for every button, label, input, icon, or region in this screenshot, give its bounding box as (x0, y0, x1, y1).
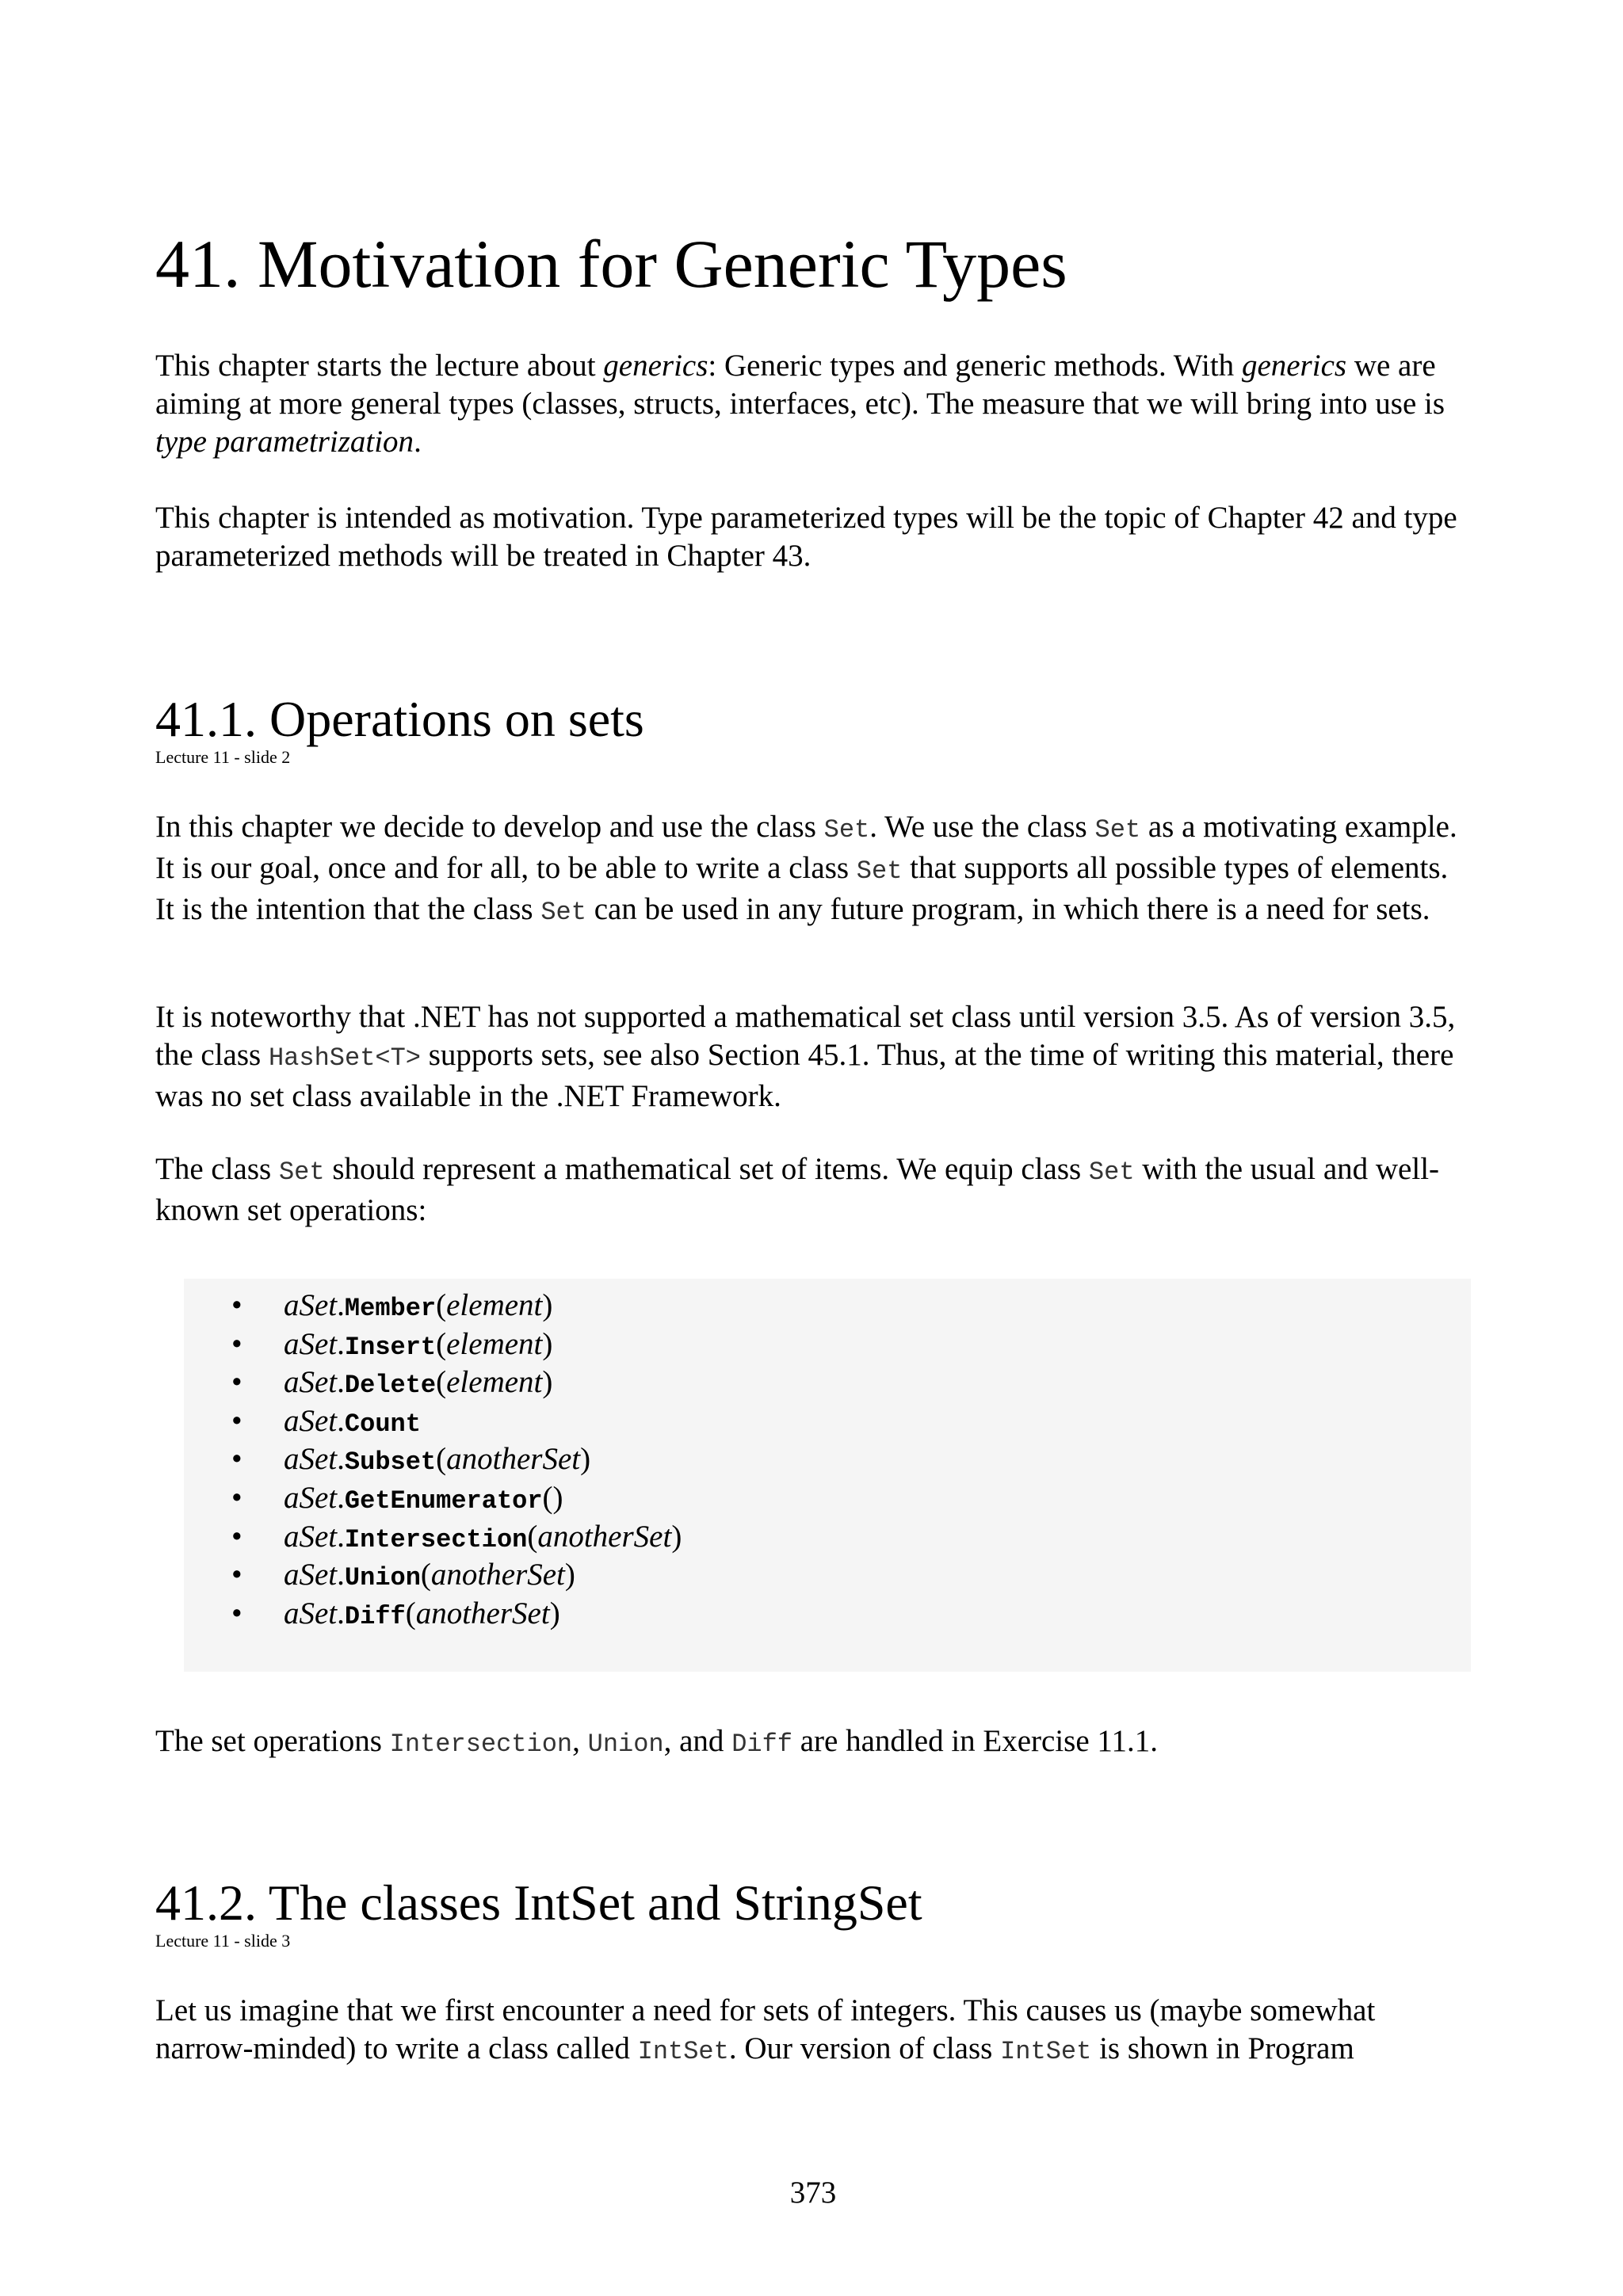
text-run: , (572, 1724, 588, 1758)
operation-method-name: GetEnumerator (344, 1486, 543, 1516)
set-operation-signature (284, 1402, 421, 1444)
text-run: are handled in Exercise 11.1. (792, 1724, 1158, 1758)
operation-method-name: Diff (344, 1601, 406, 1631)
operation-open-paren: ( (436, 1442, 447, 1477)
operation-open-paren: ( (527, 1519, 538, 1554)
code-set: Set (1088, 1158, 1135, 1187)
operation-method-name: Subset (344, 1447, 437, 1478)
bullet: • (231, 1481, 242, 1515)
set-operation-signature (284, 1287, 552, 1328)
emphasis-generics: generics (603, 349, 708, 383)
operation-open-paren: ( (405, 1596, 416, 1630)
set-operations-box (184, 1279, 1471, 1672)
bullet: • (231, 1403, 242, 1438)
operation-close-paren: ) (542, 1288, 553, 1322)
document-page (155, 0, 1471, 2296)
code-set: Set (1094, 815, 1141, 845)
operation-method-name: Delete (344, 1371, 437, 1401)
emphasis-generics: generics (1241, 349, 1347, 383)
bullet: • (231, 1288, 242, 1322)
text-run: can be used in any future program, in which there is a need for sets. (586, 892, 1430, 926)
operation-object: aSet (284, 1442, 338, 1477)
text-run: as a motivating example. It is our goal, once and for all, to be able to write a class (155, 810, 1457, 885)
code-hashset: HashSet<T> (268, 1043, 421, 1073)
operation-close-paren: ) (580, 1442, 591, 1477)
operation-close-paren: ) (564, 1558, 575, 1592)
text-run: This chapter starts the lecture about (155, 349, 604, 383)
slide-reference: Lecture 11 - slide 3 (155, 1931, 291, 1951)
bullet: • (231, 1442, 242, 1477)
operation-open-paren: ( (542, 1481, 553, 1515)
operation-open-paren: ( (436, 1326, 447, 1361)
code-intersection: Intersection (389, 1730, 573, 1759)
code-intset: IntSet (637, 2037, 729, 2066)
bullet: • (231, 1326, 242, 1361)
code-union: Union (587, 1730, 664, 1759)
code-diff: Diff (731, 1730, 792, 1759)
page-number: 373 (789, 2176, 837, 2210)
set-operation-signature (284, 1325, 552, 1367)
operation-dot: . (337, 1326, 345, 1361)
code-intset: IntSet (1000, 2037, 1092, 2066)
operation-method-name: Insert (344, 1332, 437, 1362)
operation-dot: . (337, 1365, 345, 1400)
text-run: : Generic types and generic methods. With (708, 349, 1242, 383)
operation-close-paren: ) (549, 1596, 560, 1630)
operation-object: aSet (284, 1481, 338, 1515)
text-run: , and (663, 1724, 732, 1758)
operation-object: aSet (284, 1403, 338, 1438)
text-run: that supports all possible types of elements. It is the intention that the class (155, 851, 1449, 926)
set-operation-signature (284, 1363, 552, 1405)
set-operation-signature (284, 1556, 575, 1597)
text-run: with the usual and well-known set operations: (155, 1152, 1440, 1227)
operation-argument: element (446, 1288, 543, 1322)
bullet: • (231, 1596, 242, 1630)
text-run: In this chapter we decide to develop and use the class (155, 810, 824, 844)
operation-dot: . (337, 1596, 345, 1630)
operation-close-paren: ) (542, 1326, 553, 1361)
text-run: The class (155, 1152, 279, 1186)
operation-method-name: Union (344, 1563, 421, 1593)
bullet: • (231, 1365, 242, 1400)
set-operation-signature (284, 1479, 563, 1520)
text-run: . We use the class (869, 810, 1095, 844)
slide-reference: Lecture 11 - slide 2 (155, 747, 291, 767)
chapter-title: 41. Motivation for Generic Types (155, 226, 1067, 302)
code-set: Set (540, 898, 586, 927)
text-run: supports sets, see also Section 45.1. Thus, at the time of writing this material, there was no set class available in the .NET Framework. (155, 1038, 1454, 1113)
operation-dot: . (337, 1288, 345, 1322)
operation-object: aSet (284, 1326, 338, 1361)
operation-close-paren: ) (671, 1519, 682, 1554)
operation-object: aSet (284, 1596, 338, 1630)
operation-argument: element (446, 1365, 543, 1400)
section1-paragraph-4 (155, 1722, 1471, 1764)
operation-open-paren: ( (436, 1365, 447, 1400)
operation-dot: . (337, 1519, 345, 1554)
bullet: • (231, 1519, 242, 1554)
operation-close-paren: ) (552, 1481, 563, 1515)
text-run: The set operations (155, 1724, 390, 1758)
operation-dot: . (337, 1558, 345, 1592)
section2-paragraph-1 (155, 1992, 1471, 2071)
operation-object: aSet (284, 1519, 338, 1554)
text-run: Let us imagine that we first encounter a need for sets of integers. This causes us (maybe somewhat narrow-minded) to write a class called (155, 1993, 1376, 2065)
operation-object: aSet (284, 1365, 338, 1400)
operation-argument: anotherSet (415, 1596, 550, 1630)
text-run: we are aiming at more general types (classes, structs, interfaces, etc). The measure that we will bring into use is (155, 349, 1445, 421)
bullet: • (231, 1558, 242, 1592)
operation-argument: anotherSet (537, 1519, 672, 1554)
operation-open-paren: ( (420, 1558, 431, 1592)
operation-dot: . (337, 1481, 345, 1515)
operation-method-name: Member (344, 1294, 437, 1323)
section-title-operations-on-sets: 41.1. Operations on sets (155, 691, 644, 747)
operation-argument: anotherSet (446, 1442, 581, 1477)
section1-paragraph-3 (155, 1150, 1471, 1230)
operation-open-paren: ( (436, 1288, 447, 1322)
section1-paragraph-1 (155, 808, 1471, 932)
chapter-intro-paragraph-2: This chapter is intended as motivation. Type parameterized types will be the topic of Chapter 42 and type parameterized methods will be treated in Chapter 43. (155, 501, 1457, 573)
emphasis-type-parametrization: type parametrization (155, 425, 414, 459)
section1-paragraph-2 (155, 998, 1471, 1116)
operation-dot: . (337, 1442, 345, 1477)
chapter-intro-paragraph-1 (155, 347, 1471, 461)
section-title-intset-stringset: 41.2. The classes IntSet and StringSet (155, 1875, 922, 1931)
operation-object: aSet (284, 1288, 338, 1322)
operation-method-name: Intersection (344, 1524, 528, 1554)
operation-argument: element (446, 1326, 543, 1361)
code-set: Set (856, 856, 903, 886)
set-operation-signature (284, 1518, 682, 1559)
operation-argument: anotherSet (430, 1558, 565, 1592)
operation-close-paren: ) (542, 1365, 553, 1400)
text-run: It is noteworthy that .NET has not supported a mathematical set class until version 3.5. As of version 3.5, the class (155, 1000, 1456, 1072)
text-run: should represent a mathematical set of items. We equip class (324, 1152, 1089, 1186)
text-run: is shown in Program (1091, 2031, 1354, 2065)
text-run: . Our version of class (728, 2031, 1001, 2065)
code-set: Set (278, 1158, 325, 1187)
set-operation-signature (284, 1440, 590, 1482)
code-set: Set (823, 815, 870, 845)
operation-dot: . (337, 1403, 345, 1438)
set-operation-signature (284, 1595, 560, 1636)
text-run: . (414, 425, 422, 459)
operation-method-name: Count (344, 1409, 421, 1439)
operation-object: aSet (284, 1558, 338, 1592)
